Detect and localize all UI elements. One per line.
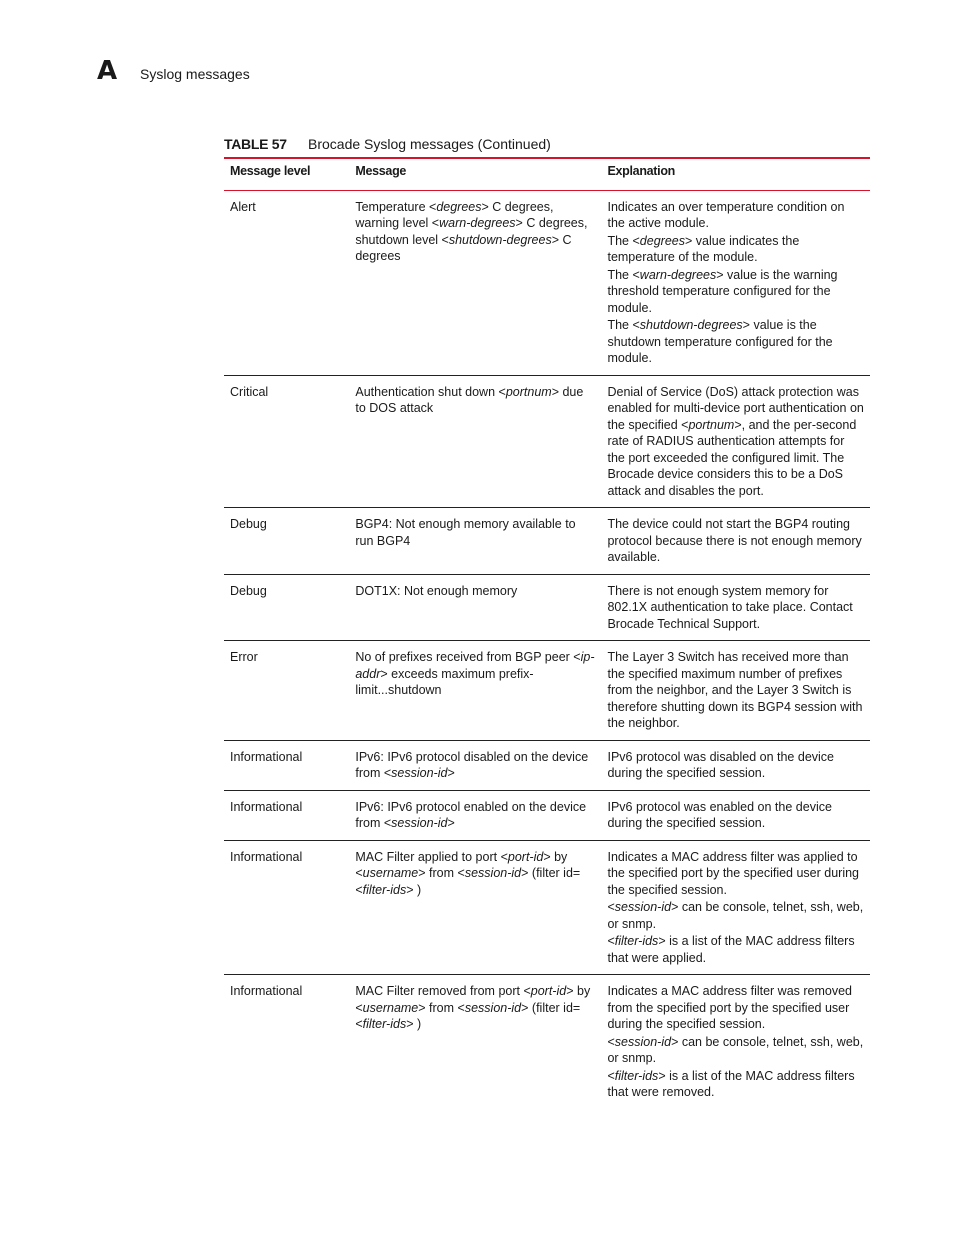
cell-explanation [601, 740, 870, 790]
explanation-paragraph: <filter-ids> is a list of the MAC address filters that were applied. [607, 934, 855, 965]
cell-explanation [601, 840, 870, 975]
cell-message: Temperature <degrees> C degrees, warning level <warn-degrees> C degrees, shutdown level <shutdown-degrees> C degrees [349, 190, 601, 375]
cell-message: BGP4: Not enough memory available to run BGP4 [349, 508, 601, 575]
explanation-paragraph: The <warn-degrees> value is the warning threshold temperature configured for the module. [607, 267, 838, 315]
table-row [224, 641, 870, 741]
cell-explanation [601, 641, 870, 741]
cell-message: No of prefixes received from BGP peer <ip-addr> exceeds maximum prefix-limit...shutdown [349, 641, 601, 741]
table-row [224, 975, 870, 1109]
cell-message-level: Informational [230, 984, 303, 998]
cell-message: DOT1X: Not enough memory [349, 574, 601, 641]
cell-message: IPv6: IPv6 protocol enabled on the device from <session-id> [349, 790, 601, 840]
cell-message-level: Informational [224, 790, 349, 840]
cell-message-level: Critical [224, 375, 349, 508]
explanation-paragraph: The device could not start the BGP4 routing protocol because there is not enough memory available. [607, 517, 862, 564]
column-header-level: Message level [224, 158, 349, 190]
table-row [224, 840, 870, 975]
cell-explanation [601, 190, 870, 375]
cell-explanation [601, 975, 870, 1109]
table-caption [224, 135, 551, 153]
running-title: Syslog messages [140, 66, 250, 82]
cell-message: MAC Filter removed from port <port-id> by <username> from <session-id> (filter id=<filter-ids> ) [355, 984, 591, 1031]
table-row [224, 740, 870, 790]
explanation-paragraph: The Layer 3 Switch has received more than the specified maximum number of prefixes from the neighbor, and the Layer 3 Switch is therefore shutting down its BGP4 session with the neighbor. [607, 650, 863, 730]
table-row [224, 508, 870, 575]
table-header-row [224, 158, 870, 190]
caption-post: (Continued) [473, 136, 551, 152]
syslog-table [224, 157, 870, 1109]
explanation-paragraph: <filter-ids> is a list of the MAC address filters that were removed. [607, 1068, 855, 1099]
table-row [224, 574, 870, 641]
explanation-paragraph: Indicates a MAC address filter was removed from the specified port by the specified user during the specified session. [607, 984, 853, 1031]
chapter-letter: A [97, 56, 118, 86]
cell-message-level: Informational [224, 740, 349, 790]
cell-message-level: Alert [224, 190, 349, 375]
cell-explanation [601, 508, 870, 575]
explanation-paragraph: The <shutdown-degrees> value is the shutdown temperature configured for the module. [607, 318, 833, 365]
table-row [224, 375, 870, 508]
caption-pre: Brocade [308, 136, 365, 152]
explanation-paragraph: The <degrees> value indicates the temperature of the module. [607, 233, 800, 264]
explanation-paragraph: Indicates a MAC address filter was applied to the specified port by the specified user during the specified session. [607, 849, 860, 897]
column-header-explanation: Explanation [601, 158, 870, 190]
cell-message-level: Error [224, 641, 349, 741]
table-row [224, 790, 870, 840]
explanation-paragraph: Indicates an over temperature condition on the active module. [607, 199, 845, 230]
caption-title: Syslog messages [364, 136, 474, 152]
column-header-message: Message [349, 158, 601, 190]
cell-explanation [601, 375, 870, 508]
explanation-paragraph: Denial of Service (DoS) attack protection was enabled for multi-device port authentication on the specified <portnum>, and the per-second rate of RADIUS authentication attempts for the port exceeded the configured limit. The Brocade device considers this to be a DoS attack and disables the port. [607, 384, 864, 498]
table-number: TABLE 57 [224, 136, 287, 152]
cell-message: Authentication shut down <portnum> due to DOS attack [349, 375, 601, 508]
cell-message: MAC Filter applied to port <port-id> by <username> from <session-id> (filter id=<filter-ids> ) [349, 840, 601, 975]
cell-explanation [601, 574, 870, 641]
cell-message: IPv6: IPv6 protocol disabled on the device from <session-id> [349, 740, 601, 790]
explanation-paragraph: <session-id> can be console, telnet, ssh, web, or snmp. [607, 1034, 864, 1065]
table-row [224, 190, 870, 375]
cell-message-level: Debug [224, 508, 349, 575]
cell-message-level: Debug [224, 574, 349, 641]
explanation-paragraph: IPv6 protocol was enabled on the device during the specified session. [607, 799, 832, 830]
table-body [224, 190, 870, 1109]
explanation-paragraph: <session-id> can be console, telnet, ssh, web, or snmp. [607, 900, 864, 931]
explanation-paragraph: There is not enough system memory for 802.1X authentication to take place. Contact Brocade Technical Support. [607, 583, 853, 631]
explanation-paragraph: IPv6 protocol was disabled on the device during the specified session. [607, 749, 834, 780]
cell-message-level: Informational [224, 840, 349, 975]
cell-explanation [601, 790, 870, 840]
